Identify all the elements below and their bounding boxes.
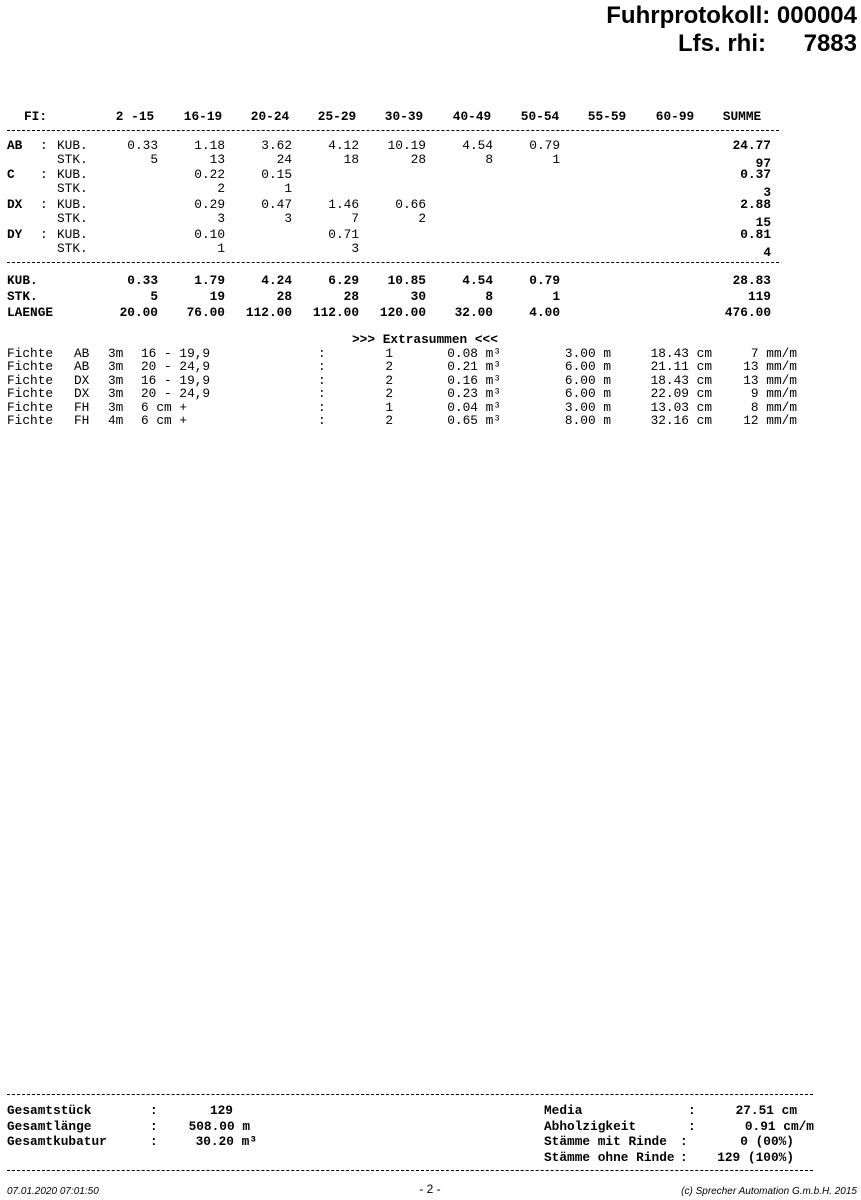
extra-total-length: 3.00 m: [564, 400, 611, 415]
summary-label: Stämme ohne Rinde: [544, 1150, 675, 1165]
total-label: LAENGE: [7, 305, 54, 320]
column-header-class: 2 -15: [115, 109, 155, 124]
extra-species: Fichte: [7, 386, 54, 401]
summary-label: Stämme mit Rinde: [544, 1134, 667, 1149]
total-cell: 1.79: [194, 273, 225, 288]
measure-label: KUB.: [57, 197, 88, 212]
total-cell: 10.85: [387, 273, 426, 288]
extra-length: 3m: [108, 386, 124, 401]
extra-count: 2: [385, 373, 393, 388]
table-cell: 5: [150, 152, 158, 167]
measure-label: STK.: [57, 152, 88, 167]
summary-colon: :: [680, 1150, 688, 1165]
lfs-label: Lfs. rhi:: [678, 30, 766, 57]
summary-value: 129: [209, 1103, 233, 1118]
row-sum: 4: [763, 245, 771, 260]
table-cell: 4.12: [328, 138, 359, 153]
extra-species: Fichte: [7, 346, 54, 361]
measure-label: STK.: [57, 211, 88, 226]
row-sum: 0.81: [740, 227, 771, 242]
extra-grade: DX: [74, 386, 90, 401]
extra-range: 6 cm +: [141, 413, 188, 428]
extra-count: 1: [385, 400, 393, 415]
measure-label: STK.: [57, 241, 88, 256]
extra-grade: DX: [74, 373, 90, 388]
extra-total-length: 6.00 m: [564, 386, 611, 401]
column-header-class: 16-19: [183, 109, 223, 124]
total-label: STK.: [7, 289, 38, 304]
table-cell: 24: [276, 152, 292, 167]
summary-value: 0.91 cm/m: [744, 1119, 814, 1134]
summary-value: 0 (00%): [740, 1134, 794, 1149]
extra-species: Fichte: [7, 400, 54, 415]
total-cell: 20.00: [119, 305, 158, 320]
total-cell: 112.00: [245, 305, 292, 320]
extra-grade: FH: [74, 413, 90, 428]
table-cell: 13: [209, 152, 225, 167]
summary-value: 27.51 cm: [735, 1103, 797, 1118]
table-cell: 0.15: [261, 167, 292, 182]
grade-colon: :: [40, 138, 48, 153]
extra-length: 3m: [108, 359, 124, 374]
column-header-sum: SUMME: [722, 109, 762, 124]
summary-colon: :: [150, 1134, 158, 1149]
extra-count: 2: [385, 359, 393, 374]
extra-colon: :: [318, 359, 326, 374]
table-cell: 0.71: [328, 227, 359, 242]
measure-label: KUB.: [57, 138, 88, 153]
copyright-notice: (c) Sprecher Automation G.m.b.H. 2015: [681, 1186, 857, 1197]
measure-label: STK.: [57, 181, 88, 196]
grade-colon: :: [40, 227, 48, 242]
extra-range: 16 - 19,9: [141, 373, 211, 388]
extra-taper: 9 mm/m: [750, 386, 797, 401]
summary-label: Abholzigkeit: [544, 1119, 637, 1134]
row-sum: 24.77: [732, 138, 771, 153]
table-cell: 0.79: [529, 138, 560, 153]
extra-range: 16 - 19,9: [141, 346, 211, 361]
total-cell: 8: [485, 289, 493, 304]
extra-colon: :: [318, 373, 326, 388]
grade-colon: :: [40, 197, 48, 212]
summary-colon: :: [150, 1119, 158, 1134]
extra-volume: 0.23 m³: [447, 386, 501, 401]
extra-volume: 0.08 m³: [447, 346, 501, 361]
table-header-separator: [7, 130, 779, 131]
total-sum: 119: [747, 289, 771, 304]
lfs-value: 7883: [803, 30, 857, 57]
row-sum: 97: [755, 156, 771, 171]
table-cell: 1: [552, 152, 560, 167]
table-cell: 18: [343, 152, 359, 167]
extra-total-length: 6.00 m: [564, 373, 611, 388]
total-label: KUB.: [7, 273, 38, 288]
total-cell: 4.54: [462, 273, 493, 288]
total-cell: 6.29: [328, 273, 359, 288]
print-timestamp: 07.01.2020 07:01:50: [7, 1186, 99, 1197]
row-sum: 15: [755, 215, 771, 230]
extra-count: 2: [385, 386, 393, 401]
extra-species: Fichte: [7, 413, 54, 428]
extra-species: Fichte: [7, 373, 54, 388]
total-cell: 76.00: [186, 305, 225, 320]
column-header-class: 40-49: [452, 109, 492, 124]
table-cell: 28: [410, 152, 426, 167]
summary-label: Media: [544, 1103, 583, 1118]
extra-total-length: 8.00 m: [564, 413, 611, 428]
summary-bottom-separator: [7, 1170, 813, 1171]
total-sum: 28.83: [732, 273, 771, 288]
extra-colon: :: [318, 386, 326, 401]
total-cell: 120.00: [379, 305, 426, 320]
extra-species: Fichte: [7, 359, 54, 374]
extra-taper: 8 mm/m: [750, 400, 797, 415]
extra-sums-title: >>> Extrasummen <<<: [352, 332, 498, 347]
table-cell: 3: [351, 241, 359, 256]
summary-colon: :: [150, 1103, 158, 1118]
total-cell: 5: [150, 289, 158, 304]
table-cell: 4.54: [462, 138, 493, 153]
extra-volume: 0.16 m³: [447, 373, 501, 388]
summary-label: Gesamtlänge: [7, 1119, 92, 1134]
table-cell: 1.18: [194, 138, 225, 153]
total-cell: 4.00: [529, 305, 560, 320]
extra-diameter: 22.09 cm: [650, 386, 712, 401]
extra-length: 4m: [108, 413, 124, 428]
table-cell: 3.62: [261, 138, 292, 153]
table-cell: 2: [418, 211, 426, 226]
column-header-fi: FI:: [24, 109, 48, 124]
column-header-class: 25-29: [317, 109, 357, 124]
extra-volume: 0.65 m³: [447, 413, 501, 428]
row-sum: 0.37: [740, 167, 771, 182]
extra-diameter: 21.11 cm: [650, 359, 712, 374]
extra-grade: AB: [74, 346, 90, 361]
total-cell: 4.24: [261, 273, 292, 288]
table-cell: 0.66: [395, 197, 426, 212]
page-number: - 2 -: [419, 1182, 441, 1196]
table-cell: 3: [284, 211, 292, 226]
grade-colon: :: [40, 167, 48, 182]
grade-label: C: [7, 167, 15, 182]
total-cell: 112.00: [312, 305, 359, 320]
extra-taper: 7 mm/m: [750, 346, 797, 361]
table-cell: 1: [284, 181, 292, 196]
extra-volume: 0.04 m³: [447, 400, 501, 415]
summary-colon: :: [688, 1103, 696, 1118]
measure-label: KUB.: [57, 167, 88, 182]
total-cell: 19: [209, 289, 225, 304]
extra-diameter: 18.43 cm: [650, 373, 712, 388]
table-cell: 0.29: [194, 197, 225, 212]
extra-total-length: 6.00 m: [564, 359, 611, 374]
extra-volume: 0.21 m³: [447, 359, 501, 374]
summary-colon: :: [688, 1119, 696, 1134]
row-sum: 3: [763, 185, 771, 200]
extra-colon: :: [318, 400, 326, 415]
extra-taper: 12 mm/m: [743, 413, 797, 428]
table-cell: 2: [217, 181, 225, 196]
table-cell: 1.46: [328, 197, 359, 212]
summary-label: Gesamtkubatur: [7, 1134, 107, 1149]
extra-range: 20 - 24,9: [141, 386, 211, 401]
total-cell: 28: [276, 289, 292, 304]
column-header-class: 60-99: [655, 109, 695, 124]
table-cell: 0.10: [194, 227, 225, 242]
total-cell: 30: [410, 289, 426, 304]
table-cell: 3: [217, 211, 225, 226]
measure-label: KUB.: [57, 227, 88, 242]
grade-label: DX: [7, 197, 23, 212]
totals-separator: [7, 262, 779, 263]
extra-range: 6 cm +: [141, 400, 188, 415]
extra-range: 20 - 24,9: [141, 359, 211, 374]
total-cell: 28: [343, 289, 359, 304]
extra-length: 3m: [108, 400, 124, 415]
summary-value: 508.00 m: [188, 1119, 250, 1134]
table-cell: 10.19: [387, 138, 426, 153]
extra-grade: FH: [74, 400, 90, 415]
total-sum: 476.00: [724, 305, 771, 320]
extra-count: 2: [385, 413, 393, 428]
table-cell: 8: [485, 152, 493, 167]
table-cell: 0.22: [194, 167, 225, 182]
table-cell: 7: [351, 211, 359, 226]
column-header-class: 50-54: [520, 109, 560, 124]
column-header-class: 55-59: [587, 109, 627, 124]
row-sum: 2.88: [740, 197, 771, 212]
total-cell: 32.00: [454, 305, 493, 320]
grade-label: AB: [7, 138, 23, 153]
extra-diameter: 32.16 cm: [650, 413, 712, 428]
total-cell: 1: [552, 289, 560, 304]
table-cell: 0.47: [261, 197, 292, 212]
table-cell: 1: [217, 241, 225, 256]
summary-value: 30.20 m³: [195, 1134, 257, 1149]
extra-length: 3m: [108, 373, 124, 388]
summary-colon: :: [680, 1134, 688, 1149]
extra-colon: :: [318, 413, 326, 428]
extra-count: 1: [385, 346, 393, 361]
extra-grade: AB: [74, 359, 90, 374]
extra-taper: 13 mm/m: [743, 373, 797, 388]
summary-value: 129 (100%): [717, 1150, 794, 1165]
total-cell: 0.79: [529, 273, 560, 288]
extra-diameter: 18.43 cm: [650, 346, 712, 361]
summary-label: Gesamtstück: [7, 1103, 92, 1118]
extra-diameter: 13.03 cm: [650, 400, 712, 415]
column-header-class: 20-24: [250, 109, 290, 124]
extra-total-length: 3.00 m: [564, 346, 611, 361]
column-header-class: 30-39: [384, 109, 424, 124]
total-cell: 0.33: [127, 273, 158, 288]
report-title: Fuhrprotokoll: 000004: [606, 2, 857, 29]
extra-taper: 13 mm/m: [743, 359, 797, 374]
table-cell: 0.33: [127, 138, 158, 153]
extra-length: 3m: [108, 346, 124, 361]
grade-label: DY: [7, 227, 23, 242]
extra-colon: :: [318, 346, 326, 361]
summary-top-separator: [7, 1094, 813, 1095]
